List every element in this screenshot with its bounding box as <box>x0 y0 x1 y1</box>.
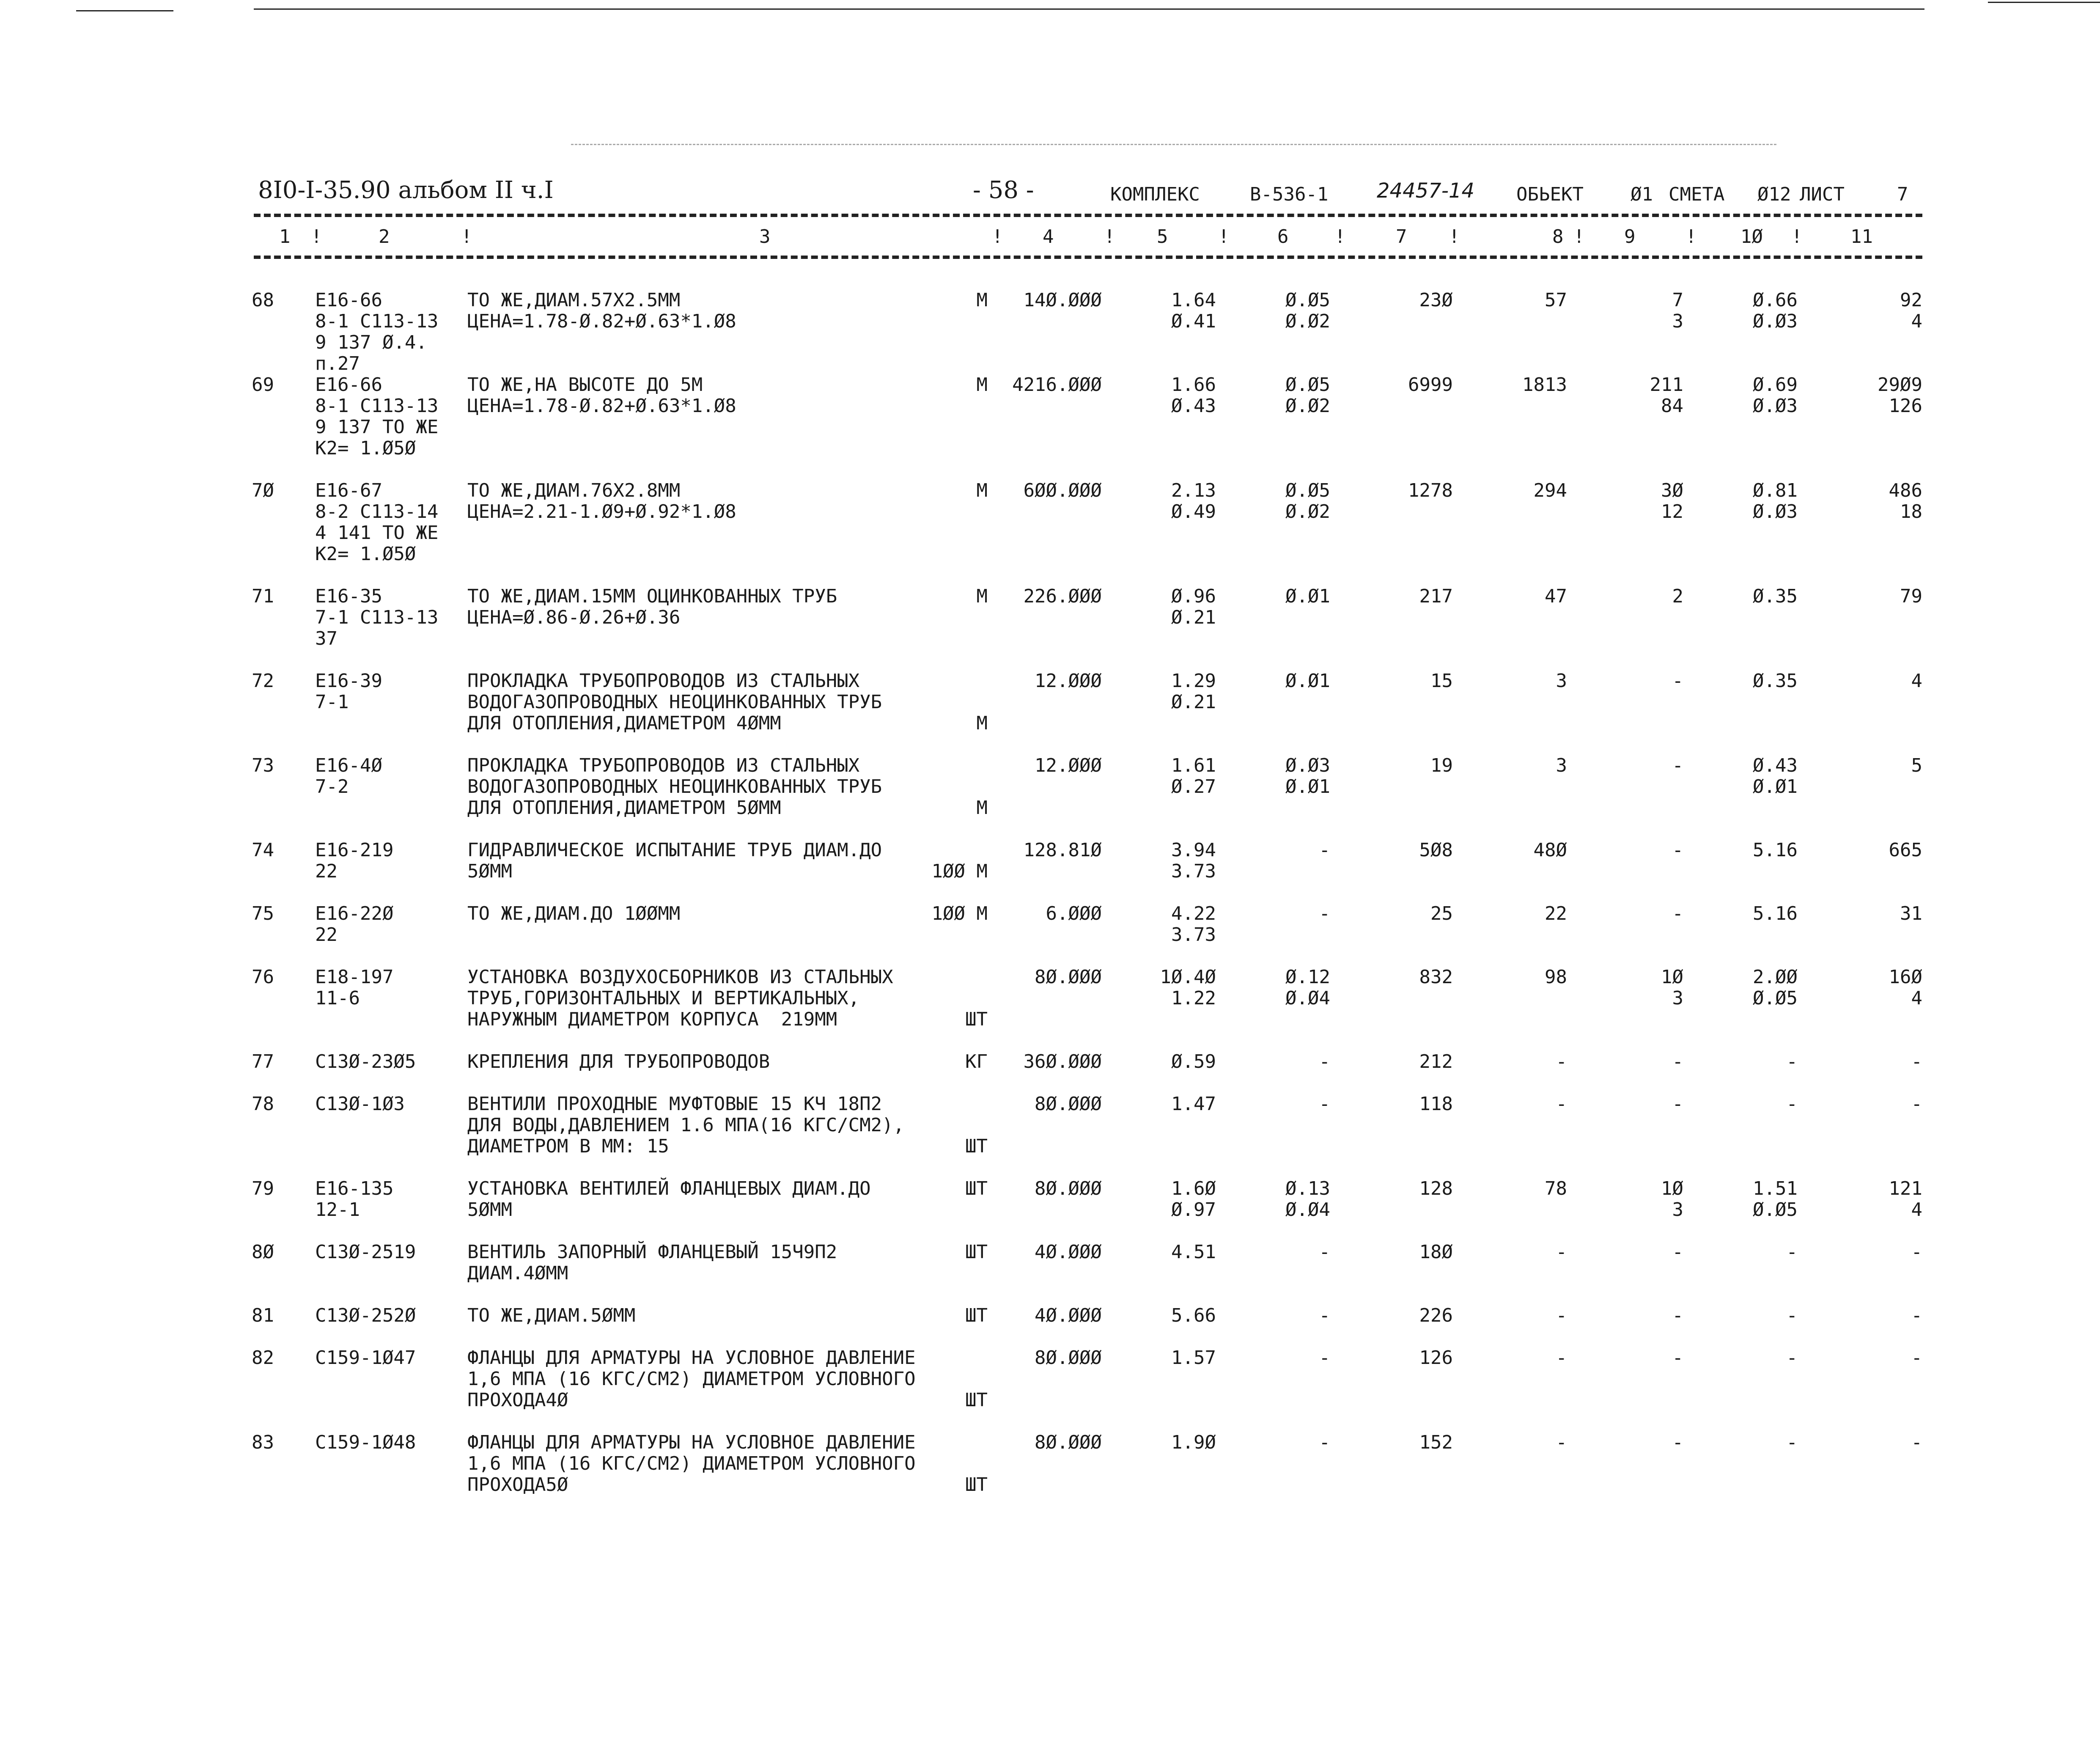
row-description: ВОДОГАЗОПРОВОДНЫХ НЕОЦИНКОВАННЫХ ТРУБ <box>467 691 882 713</box>
row-description: ПРОХОДА5Ø <box>467 1474 568 1496</box>
row-value-c5: 3.94 <box>1171 839 1216 861</box>
column-number: 9 <box>1624 226 1636 247</box>
page-number: - 58 - <box>973 176 1034 204</box>
row-value-c10: 2.ØØ <box>1753 966 1798 988</box>
row-code: С13Ø-23Ø5 <box>315 1051 416 1072</box>
row-value-c8: - <box>1556 1241 1567 1263</box>
row-value-c8: 47 <box>1545 586 1567 607</box>
row-value-c7: 1278 <box>1408 480 1453 501</box>
row-value-c9: - <box>1672 1305 1683 1326</box>
row-value-c10: 5.16 <box>1753 839 1798 861</box>
row-unit: ШТ <box>965 1178 988 1199</box>
column-number: 3 <box>759 226 771 247</box>
row-value-c8: 48Ø <box>1533 839 1567 861</box>
row-code: 8-2 С113-14 <box>315 501 439 522</box>
row-code: С13Ø-2519 <box>315 1241 416 1263</box>
row-value-c8: - <box>1556 1051 1567 1072</box>
row-code: Е16-135 <box>315 1178 394 1199</box>
row-code: 9 137 ТО ЖЕ <box>315 416 439 438</box>
row-unit: М <box>976 586 988 607</box>
row-value-c11: 4 <box>1911 670 1922 692</box>
row-quantity: 4Ø.ØØØ <box>1035 1241 1102 1263</box>
row-value-c9: - <box>1672 839 1683 861</box>
row-value-c7: 152 <box>1419 1432 1453 1453</box>
row-value-c7: 15 <box>1430 670 1453 692</box>
row-value-c6: Ø.Ø1 <box>1285 776 1330 797</box>
row-number: 74 <box>252 839 274 861</box>
row-value-c7: 25 <box>1430 903 1453 924</box>
row-value-c11: - <box>1911 1241 1922 1263</box>
row-value-c5: Ø.27 <box>1171 776 1216 797</box>
row-value-c7: 217 <box>1419 586 1453 607</box>
row-unit: ШТ <box>965 1009 988 1030</box>
row-value-c5: Ø.49 <box>1171 501 1216 522</box>
row-value-c6: - <box>1319 1051 1330 1072</box>
row-value-c5: 1.47 <box>1171 1093 1216 1115</box>
complex-label: КОМПЛЕКС <box>1110 184 1200 205</box>
row-description: ВОДОГАЗОПРОВОДНЫХ НЕОЦИНКОВАННЫХ ТРУБ <box>467 776 882 797</box>
row-description: ПРОКЛАДКА ТРУБОПРОВОДОВ ИЗ СТАЛЬНЫХ <box>467 670 860 692</box>
row-unit: М <box>976 374 988 396</box>
row-value-c8: 98 <box>1545 966 1567 988</box>
row-description: КРЕПЛЕНИЯ ДЛЯ ТРУБОПРОВОДОВ <box>467 1051 770 1072</box>
row-value-c6: - <box>1319 1347 1330 1369</box>
row-value-c11: 486 <box>1889 480 1922 501</box>
row-code: 7-2 <box>315 776 349 797</box>
row-unit: ШТ <box>965 1305 988 1326</box>
row-description: ВЕНТИЛИ ПРОХОДНЫЕ МУФТОВЫЕ 15 КЧ 18П2 <box>467 1093 882 1115</box>
row-value-c10: Ø.Ø3 <box>1753 311 1798 332</box>
row-description: ПРОКЛАДКА ТРУБОПРОВОДОВ ИЗ СТАЛЬНЫХ <box>467 755 860 776</box>
row-value-c5: 4.22 <box>1171 903 1216 924</box>
row-value-c8: 294 <box>1533 480 1567 501</box>
row-value-c9: 3Ø <box>1661 480 1683 501</box>
row-value-c10: Ø.Ø5 <box>1753 987 1798 1009</box>
row-value-c9: - <box>1672 1093 1683 1115</box>
row-value-c6: Ø.Ø5 <box>1285 289 1330 311</box>
row-description: ТО ЖЕ,НА ВЫСОТЕ ДО 5М <box>467 374 703 396</box>
column-separator: ! <box>1334 226 1346 247</box>
row-value-c9: - <box>1672 755 1683 776</box>
row-code: С13Ø-252Ø <box>315 1305 416 1326</box>
row-value-c5: 1.9Ø <box>1171 1432 1216 1453</box>
row-description: ГИДРАВЛИЧЕСКОЕ ИСПЫТАНИЕ ТРУБ ДИАМ.ДО <box>467 839 882 861</box>
row-unit: ШТ <box>965 1389 988 1411</box>
row-value-c5: Ø.59 <box>1171 1051 1216 1072</box>
row-code: 7-1 <box>315 691 349 713</box>
row-value-c7: 19 <box>1430 755 1453 776</box>
row-value-c8: 57 <box>1545 289 1567 311</box>
row-value-c11: - <box>1911 1051 1922 1072</box>
row-quantity: 6ØØ.ØØØ <box>1023 480 1102 501</box>
handwritten-number: 24457-14 <box>1377 179 1475 203</box>
row-value-c10: Ø.66 <box>1753 289 1798 311</box>
row-value-c6: - <box>1319 903 1330 924</box>
row-value-c6: Ø.Ø4 <box>1285 1199 1330 1221</box>
row-unit: М <box>976 797 988 819</box>
row-value-c11: 5 <box>1911 755 1922 776</box>
row-description: ТО ЖЕ,ДИАМ.76Х2.8ММ <box>467 480 681 501</box>
row-quantity: 8Ø.ØØØ <box>1035 966 1102 988</box>
row-value-c11: 31 <box>1900 903 1922 924</box>
row-code: 4 141 ТО ЖЕ <box>315 522 439 544</box>
row-value-c9: - <box>1672 903 1683 924</box>
row-value-c5: Ø.43 <box>1171 395 1216 417</box>
row-description: ТО ЖЕ,ДИАМ.15ММ ОЦИНКОВАННЫХ ТРУБ <box>467 586 837 607</box>
row-value-c5: Ø.21 <box>1171 607 1216 628</box>
row-quantity: 8Ø.ØØØ <box>1035 1347 1102 1369</box>
row-description: УСТАНОВКА ВЕНТИЛЕЙ ФЛАНЦЕВЫХ ДИАМ.ДО <box>467 1178 871 1199</box>
row-value-c9: - <box>1672 1432 1683 1453</box>
row-description: ПРОХОДА4Ø <box>467 1389 568 1411</box>
row-value-c9: - <box>1672 670 1683 692</box>
row-code: К2= 1.Ø5Ø <box>315 437 416 459</box>
row-value-c6: Ø.Ø2 <box>1285 501 1330 522</box>
row-value-c11: - <box>1911 1305 1922 1326</box>
row-value-c10: Ø.81 <box>1753 480 1798 501</box>
row-value-c5: 2.13 <box>1171 480 1216 501</box>
row-description: ТО ЖЕ,ДИАМ.5ØММ <box>467 1305 636 1326</box>
column-separator: ! <box>311 226 322 247</box>
row-value-c11: 665 <box>1889 839 1922 861</box>
row-code: 37 <box>315 628 338 649</box>
row-number: 77 <box>252 1051 274 1072</box>
row-unit: М <box>976 480 988 501</box>
row-value-c5: 3.73 <box>1171 924 1216 946</box>
row-value-c7: 6999 <box>1408 374 1453 396</box>
column-separator: ! <box>992 226 1003 247</box>
row-number: 78 <box>252 1093 274 1115</box>
row-value-c8: - <box>1556 1347 1567 1369</box>
row-value-c5: 1.64 <box>1171 289 1216 311</box>
row-quantity: 6.ØØØ <box>1046 903 1102 924</box>
row-code: К2= 1.Ø5Ø <box>315 543 416 565</box>
scan-faint-line <box>571 144 1776 145</box>
row-value-c5: 1Ø.4Ø <box>1160 966 1216 988</box>
column-number: 6 <box>1277 226 1289 247</box>
row-value-c11: 79 <box>1900 586 1922 607</box>
row-value-c8: 3 <box>1556 670 1567 692</box>
row-value-c8: - <box>1556 1093 1567 1115</box>
row-quantity: 14Ø.ØØØ <box>1023 289 1102 311</box>
smeta-label: СМЕТА <box>1669 184 1725 205</box>
row-value-c11: 16Ø <box>1889 966 1922 988</box>
column-number: 1 <box>279 226 291 247</box>
row-code: 11-6 <box>315 987 360 1009</box>
row-unit: ШТ <box>965 1241 988 1263</box>
row-number: 7Ø <box>252 480 274 501</box>
row-number: 71 <box>252 586 274 607</box>
row-number: 76 <box>252 966 274 988</box>
row-quantity: 4216.ØØØ <box>1012 374 1102 396</box>
row-description: ФЛАНЦЫ ДЛЯ АРМАТУРЫ НА УСЛОВНОЕ ДАВЛЕНИЕ <box>467 1347 916 1369</box>
row-value-c8: 1813 <box>1522 374 1567 396</box>
row-description: ВЕНТИЛЬ ЗАПОРНЫЙ ФЛАНЦЕВЫЙ 15Ч9П2 <box>467 1241 837 1263</box>
column-separator: ! <box>1685 226 1697 247</box>
column-separator: ! <box>1449 226 1460 247</box>
row-value-c11: 18 <box>1900 501 1922 522</box>
row-unit: М <box>976 712 988 734</box>
row-value-c9: 3 <box>1672 1199 1683 1221</box>
row-value-c11: - <box>1911 1093 1922 1115</box>
row-code: Е16-66 <box>315 374 382 396</box>
column-number: 5 <box>1157 226 1168 247</box>
row-code: С159-1Ø47 <box>315 1347 416 1369</box>
row-number: 81 <box>252 1305 274 1326</box>
row-description: 1,6 МПА (16 КГС/СМ2) ДИАМЕТРОМ УСЛОВНОГО <box>467 1453 916 1474</box>
row-value-c10: Ø.Ø5 <box>1753 1199 1798 1221</box>
row-description: ФЛАНЦЫ ДЛЯ АРМАТУРЫ НА УСЛОВНОЕ ДАВЛЕНИЕ <box>467 1432 916 1453</box>
row-value-c9: 1Ø <box>1661 966 1683 988</box>
row-value-c7: 5Ø8 <box>1419 839 1453 861</box>
row-value-c10: Ø.35 <box>1753 586 1798 607</box>
row-description: 5ØММ <box>467 1199 512 1221</box>
row-value-c10: Ø.43 <box>1753 755 1798 776</box>
row-value-c10: - <box>1786 1432 1798 1453</box>
row-value-c6: - <box>1319 1432 1330 1453</box>
row-value-c6: Ø.Ø1 <box>1285 586 1330 607</box>
row-description: ДЛЯ ОТОПЛЕНИЯ,ДИАМЕТРОМ 4ØММ <box>467 712 781 734</box>
row-value-c11: 29Ø9 <box>1878 374 1922 396</box>
row-value-c9: - <box>1672 1051 1683 1072</box>
row-unit: 1ØØ М <box>931 861 988 882</box>
column-number: 2 <box>379 226 390 247</box>
row-value-c11: 126 <box>1889 395 1922 417</box>
header-top-rule <box>254 214 1922 217</box>
row-description: ЦЕНА=Ø.86-Ø.26+Ø.36 <box>467 607 681 628</box>
row-code: 8-1 С113-13 <box>315 311 439 332</box>
row-code: С13Ø-1Ø3 <box>315 1093 405 1115</box>
row-value-c10: - <box>1786 1305 1798 1326</box>
row-value-c9: 211 <box>1650 374 1683 396</box>
row-value-c8: - <box>1556 1432 1567 1453</box>
row-value-c7: 212 <box>1419 1051 1453 1072</box>
row-code: Е16-4Ø <box>315 755 382 776</box>
row-value-c6: Ø.Ø2 <box>1285 395 1330 417</box>
row-quantity: 8Ø.ØØØ <box>1035 1178 1102 1199</box>
row-value-c10: - <box>1786 1093 1798 1115</box>
row-description: ДЛЯ ВОДЫ,ДАВЛЕНИЕМ 1.6 МПА(16 КГС/СМ2), <box>467 1114 905 1136</box>
column-number: 7 <box>1396 226 1407 247</box>
row-value-c6: Ø.Ø1 <box>1285 670 1330 692</box>
column-number: 4 <box>1043 226 1054 247</box>
row-unit: ШТ <box>965 1135 988 1157</box>
row-unit: ШТ <box>965 1474 988 1496</box>
row-value-c6: Ø.Ø5 <box>1285 480 1330 501</box>
row-value-c9: 1Ø <box>1661 1178 1683 1199</box>
row-value-c5: 1.57 <box>1171 1347 1216 1369</box>
row-code: 7-1 С113-13 <box>315 607 439 628</box>
row-value-c5: 1.22 <box>1171 987 1216 1009</box>
row-quantity: 12.ØØØ <box>1035 755 1102 776</box>
row-description: ЦЕНА=2.21-1.Ø9+Ø.92*1.Ø8 <box>467 501 736 522</box>
row-value-c5: 1.66 <box>1171 374 1216 396</box>
column-separator: ! <box>1218 226 1230 247</box>
header-bottom-rule <box>254 256 1922 259</box>
row-description: 1,6 МПА (16 КГС/СМ2) ДИАМЕТРОМ УСЛОВНОГО <box>467 1368 916 1390</box>
row-number: 72 <box>252 670 274 692</box>
row-quantity: 4Ø.ØØØ <box>1035 1305 1102 1326</box>
row-code: Е16-35 <box>315 586 382 607</box>
row-quantity: 128.81Ø <box>1023 839 1102 861</box>
row-description: ТРУБ,ГОРИЗОНТАЛЬНЫХ И ВЕРТИКАЛЬНЫХ, <box>467 987 860 1009</box>
row-value-c9: 3 <box>1672 987 1683 1009</box>
row-value-c6: Ø.Ø5 <box>1285 374 1330 396</box>
row-number: 73 <box>252 755 274 776</box>
row-value-c6: Ø.12 <box>1285 966 1330 988</box>
row-code: Е18-197 <box>315 966 394 988</box>
row-value-c5: Ø.41 <box>1171 311 1216 332</box>
column-separator: ! <box>461 226 472 247</box>
row-value-c10: Ø.Ø1 <box>1753 776 1798 797</box>
row-value-c10: Ø.Ø3 <box>1753 395 1798 417</box>
row-value-c7: 118 <box>1419 1093 1453 1115</box>
row-number: 75 <box>252 903 274 924</box>
row-code: Е16-67 <box>315 480 382 501</box>
list-value: 7 <box>1897 184 1908 205</box>
row-value-c5: Ø.21 <box>1171 691 1216 713</box>
row-number: 82 <box>252 1347 274 1369</box>
row-value-c5: 3.73 <box>1171 861 1216 882</box>
smeta-value: Ø12 <box>1757 184 1791 205</box>
column-separator: ! <box>1104 226 1115 247</box>
row-number: 83 <box>252 1432 274 1453</box>
row-value-c7: 126 <box>1419 1347 1453 1369</box>
row-value-c11: - <box>1911 1347 1922 1369</box>
row-description: ДИАМ.4ØММ <box>467 1262 568 1284</box>
row-value-c6: - <box>1319 1241 1330 1263</box>
row-value-c11: 4 <box>1911 311 1922 332</box>
column-separator: ! <box>1573 226 1585 247</box>
row-value-c10: - <box>1786 1347 1798 1369</box>
row-code: Е16-219 <box>315 839 394 861</box>
row-value-c6: Ø.13 <box>1285 1178 1330 1199</box>
row-description: ДЛЯ ОТОПЛЕНИЯ,ДИАМЕТРОМ 5ØММ <box>467 797 781 819</box>
row-value-c7: 128 <box>1419 1178 1453 1199</box>
row-value-c10: Ø.Ø3 <box>1753 501 1798 522</box>
row-value-c9: - <box>1672 1241 1683 1263</box>
complex-value: В-536-1 <box>1250 184 1329 205</box>
row-value-c10: 1.51 <box>1753 1178 1798 1199</box>
row-value-c7: 18Ø <box>1419 1241 1453 1263</box>
row-code: С159-1Ø48 <box>315 1432 416 1453</box>
row-value-c8: 22 <box>1545 903 1567 924</box>
row-value-c6: - <box>1319 1093 1330 1115</box>
row-value-c7: 226 <box>1419 1305 1453 1326</box>
row-unit: М <box>976 289 988 311</box>
scan-edge-line <box>76 10 173 11</box>
column-separator: ! <box>1791 226 1803 247</box>
row-value-c11: 4 <box>1911 1199 1922 1221</box>
row-description: ТО ЖЕ,ДИАМ.ДО 1ØØММ <box>467 903 681 924</box>
row-value-c9: 7 <box>1672 289 1683 311</box>
row-value-c6: Ø.Ø4 <box>1285 987 1330 1009</box>
row-number: 79 <box>252 1178 274 1199</box>
row-description: ЦЕНА=1.78-Ø.82+Ø.63*1.Ø8 <box>467 311 736 332</box>
row-value-c6: - <box>1319 839 1330 861</box>
row-description: ЦЕНА=1.78-Ø.82+Ø.63*1.Ø8 <box>467 395 736 417</box>
row-value-c5: 4.51 <box>1171 1241 1216 1263</box>
row-quantity: 8Ø.ØØØ <box>1035 1432 1102 1453</box>
row-code: 9 137 Ø.4. <box>315 332 427 353</box>
row-value-c10: - <box>1786 1051 1798 1072</box>
object-label: ОБЬЕКТ <box>1516 184 1584 205</box>
row-value-c11: 121 <box>1889 1178 1922 1199</box>
row-value-c9: 84 <box>1661 395 1683 417</box>
row-value-c6: Ø.Ø2 <box>1285 311 1330 332</box>
column-number: 1Ø <box>1740 226 1763 247</box>
row-number: 69 <box>252 374 274 396</box>
row-quantity: 8Ø.ØØØ <box>1035 1093 1102 1115</box>
column-number: 8 <box>1552 226 1564 247</box>
row-description: 5ØММ <box>467 861 512 882</box>
row-code: 22 <box>315 924 338 946</box>
row-value-c9: 3 <box>1672 311 1683 332</box>
row-number: 8Ø <box>252 1241 274 1263</box>
row-code: 22 <box>315 861 338 882</box>
row-value-c5: 5.66 <box>1171 1305 1216 1326</box>
row-value-c5: 1.6Ø <box>1171 1178 1216 1199</box>
row-code: Е16-66 <box>315 289 382 311</box>
row-value-c7: 832 <box>1419 966 1453 988</box>
row-code: Е16-22Ø <box>315 903 394 924</box>
row-value-c7: 23Ø <box>1419 289 1453 311</box>
row-quantity: 226.ØØØ <box>1023 586 1102 607</box>
row-value-c11: - <box>1911 1432 1922 1453</box>
column-number: 11 <box>1850 226 1873 247</box>
row-value-c10: Ø.69 <box>1753 374 1798 396</box>
row-value-c5: 1.29 <box>1171 670 1216 692</box>
row-value-c6: Ø.Ø3 <box>1285 755 1330 776</box>
document-designation: 8I0-I-35.90 альбом II ч.I <box>258 176 554 204</box>
row-value-c5: Ø.96 <box>1171 586 1216 607</box>
row-value-c10: - <box>1786 1241 1798 1263</box>
row-unit: 1ØØ М <box>931 903 988 924</box>
row-description: ДИАМЕТРОМ В ММ: 15 <box>467 1135 669 1157</box>
row-number: 68 <box>252 289 274 311</box>
row-value-c10: Ø.35 <box>1753 670 1798 692</box>
row-value-c5: 1.61 <box>1171 755 1216 776</box>
row-quantity: 36Ø.ØØØ <box>1023 1051 1102 1072</box>
row-description: УСТАНОВКА ВОЗДУХОСБОРНИКОВ ИЗ СТАЛЬНЫХ <box>467 966 893 988</box>
row-value-c8: - <box>1556 1305 1567 1326</box>
row-value-c9: - <box>1672 1347 1683 1369</box>
scan-edge-line <box>1988 2 2100 3</box>
row-unit: КГ <box>965 1051 988 1072</box>
row-code: п.27 <box>315 353 360 374</box>
row-value-c6: - <box>1319 1305 1330 1326</box>
row-code: 12-1 <box>315 1199 360 1221</box>
row-value-c8: 78 <box>1545 1178 1567 1199</box>
row-description: НАРУЖНЫМ ДИАМЕТРОМ КОРПУСА 219ММ <box>467 1009 837 1030</box>
row-value-c5: Ø.97 <box>1171 1199 1216 1221</box>
row-code: 8-1 С113-13 <box>315 395 439 417</box>
row-quantity: 12.ØØØ <box>1035 670 1102 692</box>
object-value: Ø1 <box>1631 184 1653 205</box>
row-value-c11: 4 <box>1911 987 1922 1009</box>
list-label: ЛИСТ <box>1800 184 1845 205</box>
row-description: ТО ЖЕ,ДИАМ.57Х2.5ММ <box>467 289 681 311</box>
row-value-c8: 3 <box>1556 755 1567 776</box>
row-value-c10: 5.16 <box>1753 903 1798 924</box>
row-code: Е16-39 <box>315 670 382 692</box>
row-value-c11: 92 <box>1900 289 1922 311</box>
row-value-c9: 12 <box>1661 501 1683 522</box>
row-value-c9: 2 <box>1672 586 1683 607</box>
scan-edge-line <box>254 8 1924 10</box>
